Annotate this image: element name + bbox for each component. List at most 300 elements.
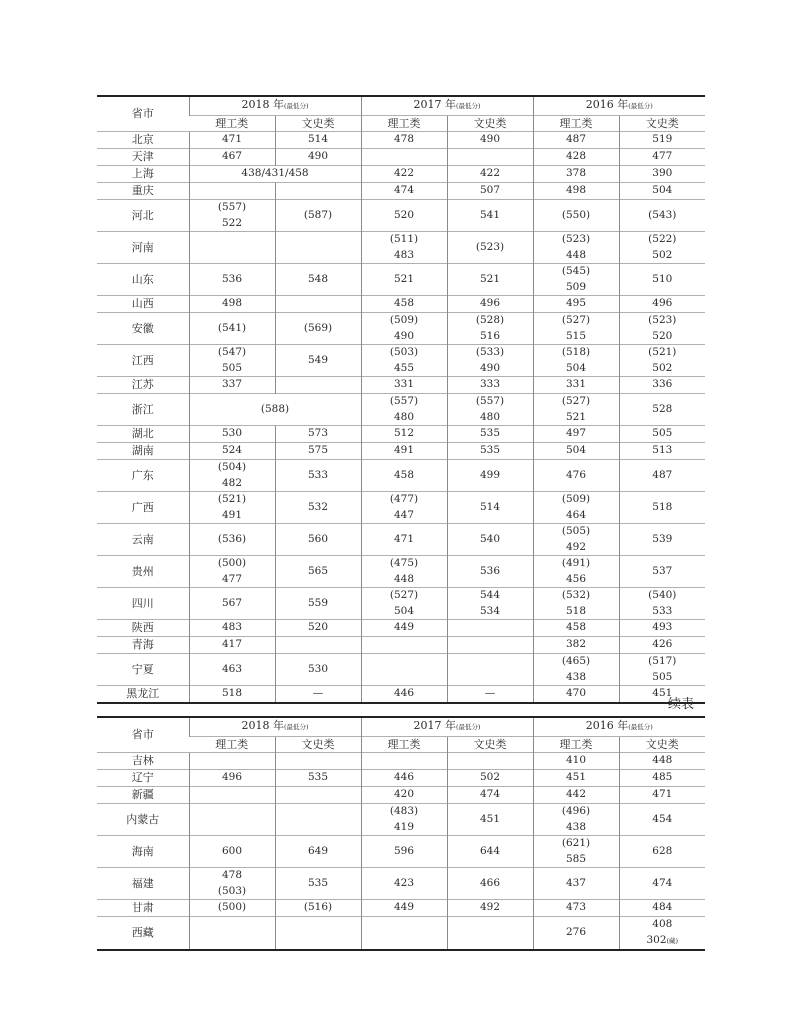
score-cell	[619, 868, 705, 900]
cell-value: 520	[393, 208, 415, 221]
score-cell	[447, 313, 533, 345]
score-cell	[275, 868, 361, 900]
score-cell	[619, 132, 705, 149]
score-cell	[619, 345, 705, 377]
table-row	[97, 637, 705, 654]
score-cell	[361, 836, 447, 868]
header-year	[533, 717, 705, 736]
cell-value: 455	[393, 361, 415, 374]
score-cell	[275, 149, 361, 166]
cell-value: 423	[393, 876, 415, 889]
score-cell	[447, 588, 533, 620]
score-cell	[533, 556, 619, 588]
score-cell	[447, 166, 533, 183]
cell-value: 467	[221, 150, 243, 163]
cell-value: 490	[480, 133, 501, 146]
score-cell	[533, 917, 619, 951]
year-note: (最低分)	[283, 723, 309, 731]
cell-value: (505)	[561, 525, 591, 537]
cell-value: 496	[480, 297, 501, 310]
cell-value: (523)	[648, 314, 677, 326]
cell-value: 480	[480, 410, 501, 423]
cell-value: (477)	[389, 493, 419, 505]
cell-value: 533	[652, 604, 673, 617]
cell-value: 487	[566, 133, 587, 146]
score-cell	[447, 394, 533, 426]
score-cell	[533, 900, 619, 917]
score-cell	[275, 377, 361, 394]
score-table	[97, 95, 705, 704]
cell-value: 528	[652, 402, 673, 415]
score-cell	[189, 836, 275, 868]
table-row	[97, 588, 705, 620]
province-cell: 海南	[97, 836, 189, 868]
cell-value: 463	[221, 662, 243, 675]
table-row	[97, 200, 705, 232]
table-row	[97, 394, 705, 426]
province-cell: 江苏	[97, 377, 189, 394]
table-row	[97, 132, 705, 149]
cell-value: 451	[480, 812, 501, 825]
score-cell	[361, 492, 447, 524]
cell-value: (587)	[303, 208, 333, 221]
score-cell	[275, 686, 361, 704]
table-row	[97, 426, 705, 443]
score-cell	[533, 770, 619, 787]
score-cell	[447, 753, 533, 770]
cell-value: (521)	[648, 346, 677, 358]
score-cell	[189, 264, 275, 296]
table-row	[97, 313, 705, 345]
table-row	[97, 149, 705, 166]
score-cell	[275, 132, 361, 149]
province-cell: 安徽	[97, 313, 189, 345]
cell-value: 449	[393, 621, 415, 634]
score-cell	[619, 460, 705, 492]
cell-value: (545)	[561, 265, 591, 277]
score-cell	[533, 166, 619, 183]
year-label: 2017 年	[413, 719, 456, 732]
cell-note: (藏)	[666, 936, 679, 945]
merged-2018-cell	[189, 394, 361, 426]
cell-value: 505	[652, 427, 673, 440]
province-cell: 西藏	[97, 917, 189, 951]
score-cell	[447, 183, 533, 200]
score-cell	[447, 264, 533, 296]
score-table	[97, 716, 705, 951]
table-row	[97, 443, 705, 460]
cell-value: 336	[652, 378, 673, 391]
province-cell: 浙江	[97, 394, 189, 426]
cell-value: 428	[566, 150, 587, 163]
cell-value: 573	[307, 427, 329, 440]
province-cell: 山西	[97, 296, 189, 313]
cell-value: (518)	[561, 346, 591, 358]
header-year	[361, 717, 533, 736]
province-cell: 四川	[97, 588, 189, 620]
score-cell	[533, 264, 619, 296]
score-cell	[619, 394, 705, 426]
score-cell	[533, 443, 619, 460]
cell-value: 417	[221, 638, 243, 651]
score-cell	[447, 345, 533, 377]
table-row	[97, 460, 705, 492]
header-year	[189, 717, 361, 736]
score-cell	[619, 377, 705, 394]
score-cell	[619, 313, 705, 345]
score-cell	[275, 620, 361, 637]
cell-value: (547)	[217, 346, 247, 358]
score-cell	[533, 183, 619, 200]
cell-value: 567	[221, 596, 243, 609]
year-label: 2018 年	[241, 719, 284, 732]
table-row	[97, 868, 705, 900]
score-cell	[447, 556, 533, 588]
cell-value: 476	[566, 468, 587, 481]
score-cell	[533, 654, 619, 686]
cell-value: 504	[652, 184, 673, 197]
score-cell	[275, 296, 361, 313]
cell-value: 438	[566, 820, 587, 833]
cell-value: 560	[307, 532, 329, 545]
cell-value: 541	[480, 208, 501, 221]
score-cell	[533, 686, 619, 704]
cell-value: 507	[480, 184, 501, 197]
cell-value: 480	[393, 410, 415, 423]
cell-value: 495	[566, 297, 587, 310]
score-cell	[619, 770, 705, 787]
cell-value: 448	[566, 248, 587, 261]
score-cell	[619, 917, 705, 951]
cell-value: (557)	[217, 201, 247, 213]
score-cell	[447, 917, 533, 951]
score-cell	[189, 588, 275, 620]
header-row-categories	[97, 115, 705, 132]
header-category: 理工类	[189, 115, 275, 132]
header-category: 文史类	[447, 115, 533, 132]
cell-value: (588)	[260, 402, 290, 415]
cell-value: 276	[566, 926, 587, 939]
year-label: 2017 年	[413, 98, 456, 111]
header-category: 理工类	[189, 736, 275, 753]
score-cell	[275, 183, 361, 200]
score-cell	[275, 556, 361, 588]
cell-value: 464	[566, 508, 587, 521]
cell-value: (500)	[217, 557, 247, 569]
province-cell: 河南	[97, 232, 189, 264]
cell-value: 549	[307, 353, 329, 366]
score-cell	[619, 443, 705, 460]
cell-value: 496	[221, 771, 243, 784]
header-row-categories	[97, 736, 705, 753]
score-cell	[361, 770, 447, 787]
score-cell	[361, 588, 447, 620]
score-cell	[533, 426, 619, 443]
score-cell	[619, 637, 705, 654]
province-cell: 辽宁	[97, 770, 189, 787]
cell-value: (533)	[475, 346, 505, 358]
score-cell	[361, 394, 447, 426]
cell-value: 478	[221, 869, 243, 881]
score-cell	[189, 917, 275, 951]
cell-value: 504	[566, 361, 587, 374]
province-cell: 河北	[97, 200, 189, 232]
score-cell	[361, 345, 447, 377]
cell-value: 491	[393, 444, 415, 457]
score-cell	[533, 313, 619, 345]
table-row	[97, 753, 705, 770]
score-cell	[275, 524, 361, 556]
score-cell	[447, 770, 533, 787]
cell-value: 509	[566, 280, 587, 293]
cell-value: 448	[393, 572, 415, 585]
year-note: (最低分)	[628, 102, 653, 110]
province-cell: 山东	[97, 264, 189, 296]
score-cell	[275, 787, 361, 804]
score-cell	[361, 377, 447, 394]
score-cell	[619, 654, 705, 686]
cell-value: 390	[652, 167, 673, 180]
score-cell	[533, 787, 619, 804]
cell-value: 410	[566, 754, 587, 767]
score-cell	[189, 345, 275, 377]
cell-value: (504)	[217, 461, 247, 473]
cell-value: (557)	[475, 395, 505, 407]
score-cell	[447, 377, 533, 394]
score-cell	[189, 200, 275, 232]
cell-value: (527)	[561, 395, 591, 407]
cell-value: 477	[652, 150, 673, 163]
score-cell	[275, 345, 361, 377]
score-cell	[189, 377, 275, 394]
cell-value: 536	[221, 272, 243, 285]
cell-value: (503)	[217, 884, 247, 897]
cell-value: 585	[566, 852, 587, 865]
score-cell	[189, 868, 275, 900]
cell-value: 537	[652, 564, 673, 577]
cell-value: 446	[393, 771, 415, 784]
score-cell	[619, 804, 705, 836]
score-cell	[447, 149, 533, 166]
table-row	[97, 377, 705, 394]
cell-value: 575	[307, 444, 329, 457]
table-row	[97, 166, 705, 183]
province-cell: 黑龙江	[97, 686, 189, 704]
score-cell	[189, 770, 275, 787]
cell-value: 559	[307, 596, 329, 609]
score-cell	[447, 637, 533, 654]
province-cell: 广西	[97, 492, 189, 524]
cell-value: (527)	[389, 589, 419, 601]
cell-value: 510	[652, 272, 673, 285]
score-cell	[189, 149, 275, 166]
score-cell	[275, 200, 361, 232]
cell-value: 438/431/458	[241, 167, 309, 180]
score-cell	[361, 620, 447, 637]
score-cell	[361, 200, 447, 232]
cell-value: 448	[652, 754, 673, 767]
score-cell	[361, 556, 447, 588]
score-cell	[619, 296, 705, 313]
header-year	[361, 96, 533, 115]
score-cell	[189, 492, 275, 524]
cell-value: 438	[566, 670, 587, 683]
score-cell	[189, 313, 275, 345]
cell-value: (465)	[561, 655, 591, 667]
cell-value: 378	[566, 167, 587, 180]
year-label: 2016 年	[585, 719, 629, 732]
score-cell	[447, 232, 533, 264]
cell-value: (483)	[389, 805, 419, 817]
cell-value: 422	[393, 167, 415, 180]
score-cell	[189, 753, 275, 770]
cell-value: 596	[393, 844, 415, 857]
score-cell	[189, 654, 275, 686]
cell-value: 649	[307, 844, 329, 857]
score-cell	[447, 426, 533, 443]
score-cell	[189, 556, 275, 588]
cell-value: 565	[307, 564, 329, 577]
province-cell: 甘肃	[97, 900, 189, 917]
province-cell: 宁夏	[97, 654, 189, 686]
score-cell	[275, 753, 361, 770]
cell-value: 474	[652, 876, 673, 889]
score-cell	[533, 524, 619, 556]
score-cell	[447, 804, 533, 836]
score-cell	[189, 132, 275, 149]
cell-value: (557)	[389, 395, 419, 407]
score-cell	[619, 753, 705, 770]
cell-value: 515	[566, 329, 587, 342]
score-cell	[361, 149, 447, 166]
cell-value: 333	[480, 378, 501, 391]
cell-value: 518	[221, 687, 243, 700]
table-row	[97, 654, 705, 686]
score-cell	[533, 200, 619, 232]
cell-value: 492	[566, 540, 587, 553]
score-cell	[447, 686, 533, 704]
table-row	[97, 620, 705, 637]
continued-label: 续表	[668, 697, 695, 712]
score-cell	[533, 753, 619, 770]
score-cell	[275, 426, 361, 443]
cell-value: (528)	[475, 314, 505, 326]
cell-value: 520	[652, 329, 673, 342]
score-cell	[619, 492, 705, 524]
cell-value: (509)	[561, 493, 591, 505]
cell-value: 499	[480, 468, 501, 481]
cell-value: 442	[566, 788, 587, 801]
province-cell: 上海	[97, 166, 189, 183]
table-row	[97, 183, 705, 200]
table-row	[97, 556, 705, 588]
cell-value: 498	[566, 184, 587, 197]
year-note: (最低分)	[283, 102, 309, 110]
cell-value: (550)	[561, 208, 591, 221]
score-cell	[189, 296, 275, 313]
score-cell	[361, 443, 447, 460]
cell-value: 532	[307, 500, 329, 513]
score-table-main	[97, 95, 705, 704]
score-cell	[361, 637, 447, 654]
year-note: (最低分)	[628, 723, 653, 731]
province-cell: 湖南	[97, 443, 189, 460]
score-cell	[533, 836, 619, 868]
cell-value: 519	[652, 133, 673, 146]
cell-value: 454	[652, 812, 673, 825]
score-cell	[275, 900, 361, 917]
cell-value: 446	[393, 687, 415, 700]
province-cell: 福建	[97, 868, 189, 900]
table-row	[97, 836, 705, 868]
cell-value: 524	[221, 444, 243, 457]
cell-value: (521)	[217, 493, 247, 505]
score-cell	[533, 868, 619, 900]
score-cell	[619, 264, 705, 296]
score-cell	[275, 443, 361, 460]
score-cell	[189, 637, 275, 654]
cell-value: 535	[307, 876, 329, 889]
cell-value: (509)	[389, 314, 419, 326]
cell-value: 534	[480, 604, 501, 617]
cell-value: 485	[652, 771, 673, 784]
province-cell: 新疆	[97, 787, 189, 804]
cell-value: 458	[566, 621, 587, 634]
cell-value: 513	[652, 444, 673, 457]
cell-value: 483	[221, 621, 243, 634]
score-cell	[361, 166, 447, 183]
table-row	[97, 345, 705, 377]
score-cell	[619, 200, 705, 232]
header-category: 理工类	[533, 115, 619, 132]
score-cell	[361, 787, 447, 804]
cell-value: 471	[221, 133, 243, 146]
score-cell	[447, 132, 533, 149]
cell-value: 451	[566, 771, 587, 784]
cell-value: 505	[652, 670, 673, 683]
cell-value: 530	[307, 662, 329, 675]
score-cell	[189, 620, 275, 637]
cell-value: 447	[393, 508, 415, 521]
cell-value: 644	[480, 844, 501, 857]
cell-value: 521	[393, 272, 415, 285]
cell-value: (541)	[217, 321, 247, 334]
score-cell	[189, 443, 275, 460]
cell-value: 483	[393, 248, 415, 261]
cell-value: 493	[652, 621, 673, 634]
cell-value: (475)	[389, 557, 419, 569]
cell-value: 466	[480, 876, 501, 889]
province-cell: 内蒙古	[97, 804, 189, 836]
province-cell: 重庆	[97, 183, 189, 200]
score-cell	[275, 654, 361, 686]
score-cell	[619, 836, 705, 868]
score-cell	[447, 836, 533, 868]
cell-value: 451	[652, 687, 673, 700]
cell-value: 408	[652, 918, 673, 930]
score-cell	[189, 524, 275, 556]
score-cell	[361, 900, 447, 917]
score-cell	[447, 200, 533, 232]
score-cell	[619, 556, 705, 588]
province-cell: 贵州	[97, 556, 189, 588]
score-cell	[447, 620, 533, 637]
score-cell	[275, 770, 361, 787]
score-cell	[189, 787, 275, 804]
score-cell	[189, 460, 275, 492]
cell-value: 474	[393, 184, 415, 197]
score-cell	[619, 787, 705, 804]
